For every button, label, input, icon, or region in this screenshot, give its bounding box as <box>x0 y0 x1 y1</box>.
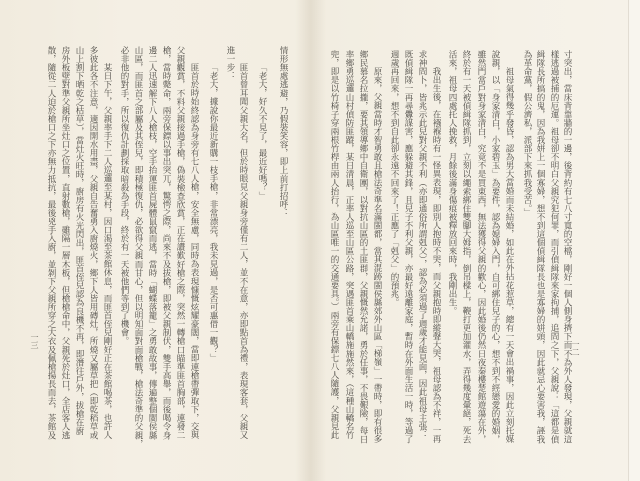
paragraph-start-column: 匪首於時始終認為身旁有七八人槍，安全無慮，同時為表現慷慨炫耀豪闊，當即連槍帶彈取下，交與 <box>189 63 199 440</box>
text-column: 山上割下晒乾之枯草），當灶火旺時，廚房有火光閃出，匪首侄兒認為良機不再，即潛往戶外，拔槍在廚 <box>74 46 84 436</box>
paragraph-start-column: 匪首曾耳聞父親大名，但於時眼見父親身旁僅有二人，並不在意，亦即點首為禮，表現客套，父親又 <box>238 63 248 440</box>
paragraph-start-column: 某日下午，父親率手下二人巡邏至某村，因口渴至茶館休息，而匪首侄兒剛好正在茶館喝茶，也許人 <box>102 63 112 440</box>
text-column: 寸突出，當床背靠牆的一邊，後背約有七八寸寬的空檔，剛好一個人側身擠下而不為外人發現，父親就這 <box>562 50 572 444</box>
text-column: 率鄉勇巡邏山村偵防匪蹤，某日清晨，正率人巡至山區公路，突遇匪首乘山轎施施然來，（這種山轎名竹 <box>344 50 354 440</box>
text-column: 週歲再回來，想不到自此卻永遠不回來了！正應了「剋父」的預兆。 <box>389 50 399 307</box>
text-column: 求神問卜，皆兆示此兒對父親不利（亦即通俗所謂剋父），認為必須過了週歲才能見面，因此祖母主張： <box>417 50 427 440</box>
page-number: 一二 <box>571 340 580 356</box>
text-column: 雖然門當戶對身家清白，究竟不是買東西，無法獲得父親的歡心，因此婚後仍然日夜秦樓楚館遊蕩在外， <box>476 50 486 444</box>
paragraph-start-column: 祖母氣得幾乎發昏，認為男大當婚而未結婚，如此在外拈花惹草，總有一天會出禍事，因此立刻托媒 <box>504 67 514 444</box>
text-column: 樣逃過被捕的厄運。祖母卻不明白父親究犯何罪，而引偵緝隊來家拘捕，追問之下，父親說：「這都是偵 <box>549 50 559 444</box>
text-column: 多彼此各不注意，適因開水用盡，父親自告奮勇入廚燒火，鄉下人皆用磚灶，所燒又屬草把（即乾稻草或 <box>88 46 98 440</box>
paragraph-start-column: 我出生後，在襁褓時有一怪異表現，即別人抱時不哭，而父親抱時即縱聲大哭，祖母認為不祥，一再 <box>431 67 441 444</box>
text-column: 房外板壁對準父親所坐灶口之位置，直射數槍，雖隔一層木板，但槍槍命中，父親死於灶口，全店客人逃 <box>60 46 70 440</box>
text-column: 說親，以「身家清白，小家碧玉」為要件，認為媳婦入門，自可綁住兒子的心，想不到不經戀愛的婚姻， <box>490 50 500 444</box>
page-edge <box>628 0 640 481</box>
dialogue-column: 「老大，好久不見了，最近好嗎？」 <box>257 63 267 200</box>
text-column: 兜，即是以竹椅子穿兩根竹桿由兩人抬行，為山區唯一的交通要具。）兩旁有保鏢七八人隨護，父親見此 <box>329 50 339 440</box>
text-column: 為革命黨，假公濟私，派部下來抓我受苦。」 <box>522 50 532 217</box>
text-column: 邊二人迅速解下八人槍枝，空手抬運匪首屍體鼠竄而逃，當時「蝴蝶落籠」之勇敢故事，傳遍整個閩侯縣 <box>147 46 157 440</box>
text-column: 既偵緝隊一再尋釁謀害，應躲避其鋒，且兒子不利父親，亦最好遠離家庭，暫時在外面生活一時，等過了 <box>403 50 413 444</box>
text-column: 槍，當時斃命，兩旁保鏢以事出突兀，驚愕之際，尚來不及拔槍，即被父親制伏，雙手高舉，而後喝令身 <box>161 46 171 440</box>
text-column: 緝隊長所搞的鬼，因為我姘上一個寡婦，想不到這個偵緝隊長也是寡婦的姘頭，因此就忌心要害我，誣我 <box>535 50 545 444</box>
right-page <box>320 0 628 481</box>
page-number: 一三 <box>30 333 39 349</box>
text-column: 活來，祖母四處托人挽救，月餘後滿身傷痕被釋放回來時，我剛出生。 <box>447 50 457 316</box>
text-column: 進一步： <box>225 46 235 81</box>
paragraph-start-column: 原來，父親當時才智勇敢且槍法奇準名滿閩都，當其混跡閩侯縣郊外山區「梯嶺」一帶時，即有很多 <box>372 67 382 444</box>
text-column: 散，隨從二人迫於槍口之下亦無力抵抗，最後兇手入廚，並剝下父親所穿之大衣及佩槍揚長而去，茶館及 <box>46 46 56 440</box>
text-column: 情形無處逃避，乃假裝笑容，即上前打招呼： <box>278 46 288 217</box>
text-column: 必非他的對手，所以復仇計劃採取暗殺為手段，終於有一天被他們等到了機會。 <box>119 46 129 346</box>
text-column: 父親觀賞，不料父親接過手槍，偽裝檢查欣賞，正在讚歎好槍之際，突然一轉槍口瞄準匪首胸部，連發二 <box>175 46 185 440</box>
dialogue-column: 「老大，據說你最近新購一枝手槍，非常漂亮，我未見過，是否可惠借一觀？」 <box>208 63 218 363</box>
text-column: 鄉民慕名拉攏，要其領導鄉中自衛團，以對抗山區的土匪群，父親慨然允諾，勇於任事，不畏艱險，每日 <box>358 50 368 444</box>
text-column: 終於有一天被偵緝隊抓到，立刻以繩索綁住雙腳大姆指，倒吊樑上，鞭打更加灌水，弄得幾度暈絕，死去 <box>461 50 471 444</box>
text-column: 山區，而匪首之部屬及其侄兒，即積極復仇，必欲得父親而甘心，但以明知面對面槍戰，槍法奇準的父親， <box>133 46 143 448</box>
